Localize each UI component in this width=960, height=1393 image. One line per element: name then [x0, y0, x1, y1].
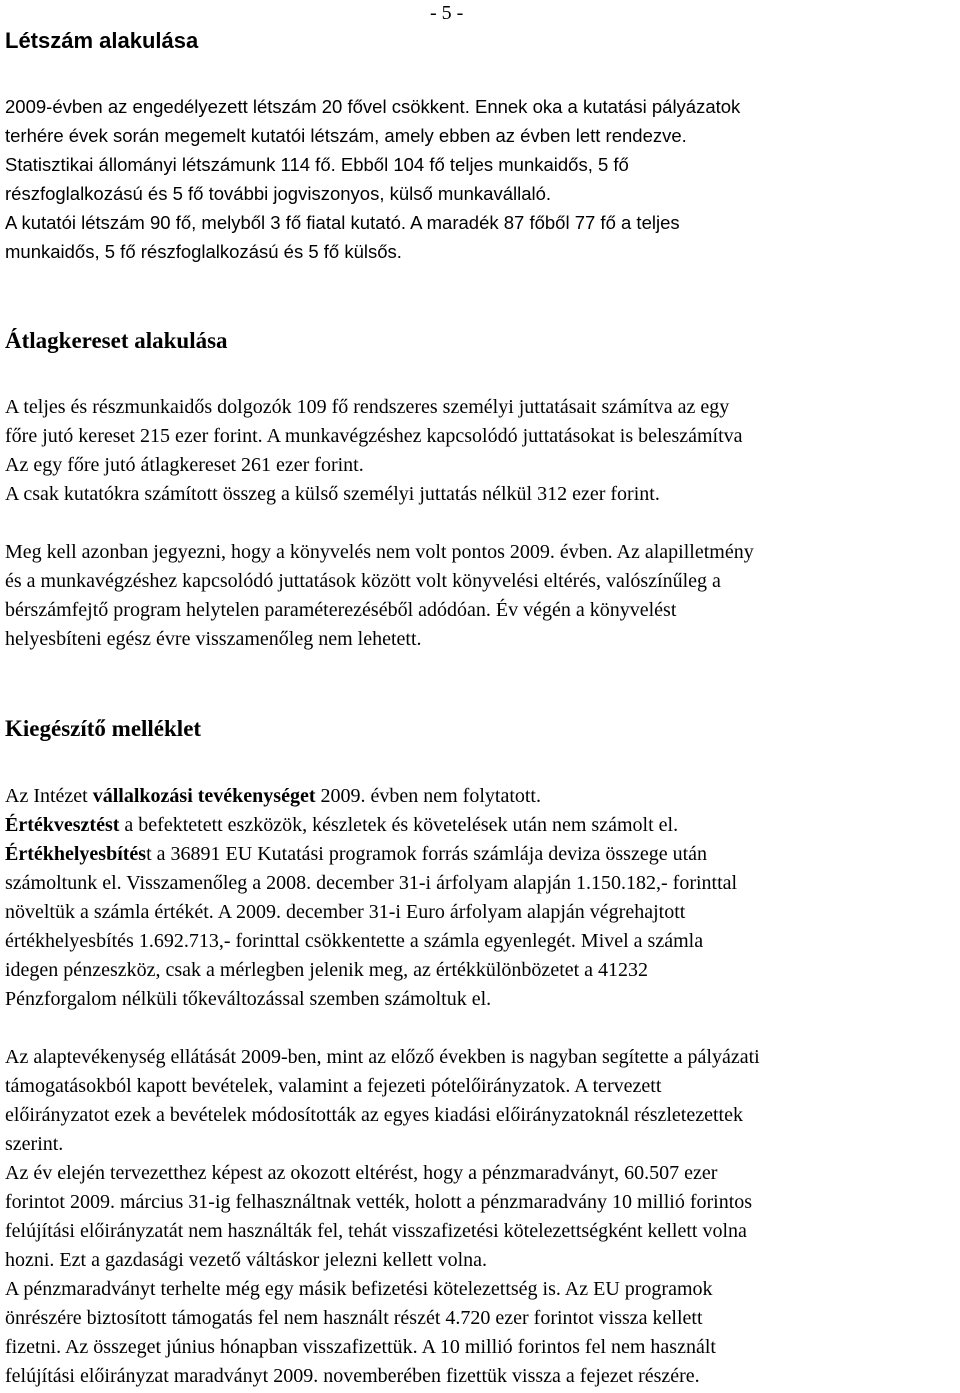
text-line: helyesbíteni egész évre visszamenőleg nem lehetett. — [5, 628, 422, 650]
text-line: hozni. Ezt a gazdasági vezető váltáskor jelezni kellett volna. — [5, 1249, 488, 1271]
text-line: munkaidős, 5 fő részfoglalkozású és 5 fő külsős. — [5, 241, 402, 262]
text-line: főre jutó kereset 215 ezer forint. A munkavégzéshez kapcsolódó juttatásokat is beleszámítva — [5, 425, 743, 447]
bold-term: vállalkozási tevékenységet — [92, 785, 316, 807]
text-line: Pénzforgalom nélküli tőkeváltozással szemben számoltuk el. — [5, 988, 492, 1010]
text-line: bérszámfejtő program helytelen paraméterezéséből adódóan. Év végén a könyvelést — [5, 599, 677, 621]
text-line: támogatásokból kapott bevételek, valamint a fejezeti pótelőirányzatok. A tervezett — [5, 1075, 662, 1097]
bold-term: Értékvesztést — [5, 814, 120, 836]
text-run: 2009. évben nem folytatott. — [315, 785, 541, 807]
paragraph-kiegeszito-1 — [5, 782, 955, 1014]
text-line: előirányzatot ezek a bevételek módosították az egyes kiadási előirányzatoknál részletezettek — [5, 1104, 743, 1126]
text-line: idegen pénzeszköz, csak a mérlegben jelenik meg, az értékkülönbözetet a 41232 — [5, 959, 649, 981]
paragraph-kiegeszito-2 — [5, 1043, 955, 1391]
text-run: t a 36891 EU Kutatási programok forrás számlája deviza összege után — [146, 843, 708, 865]
text-run: Az Intézet — [5, 785, 93, 807]
heading-letszam: Létszám alakulása — [5, 28, 199, 53]
heading-kiegeszito: Kiegészítő melléklet — [5, 716, 202, 741]
paragraph-atlagkereset-1 — [5, 393, 955, 509]
text-line: növeltük a számla értékét. A 2009. december 31-i Euro árfolyam alapján végrehajtott — [5, 901, 686, 923]
text-line: felújítási előirányzatát nem használták fel, tehát visszafizetési kötelezettségként kellett volna — [5, 1220, 747, 1242]
paragraph-letszam-2 — [5, 208, 955, 266]
text-line: részfoglalkozású és 5 fő további jogviszonyos, külső munkavállaló. — [5, 183, 552, 204]
text-line — [5, 840, 955, 869]
paragraph-atlagkereset-2 — [5, 538, 955, 654]
text-line: Az alaptevékenység ellátását 2009-ben, mint az előző években is nagyban segítette a pályázati — [5, 1046, 760, 1068]
text-line: szerint. — [5, 1133, 64, 1155]
text-line: fizetni. Az összeget június hónapban visszafizettük. A 10 millió forintos fel nem használt — [5, 1336, 716, 1358]
text-line: felújítási előirányzat maradványt 2009. novemberében fizettük vissza a fejezet részére. — [5, 1365, 700, 1387]
text-line — [5, 782, 955, 811]
text-line: forintot 2009. március 31-ig felhasználtnak vették, holott a pénzmaradvány 10 millió forintos — [5, 1191, 753, 1213]
text-line: A pénzmaradványt terhelte még egy másik befizetési kötelezettség is. Az EU programok — [5, 1278, 713, 1300]
text-line: és a munkavégzéshez kapcsolódó juttatások között volt könyvelési eltérés, valószínűleg a — [5, 570, 721, 592]
text-line: 2009-évben az engedélyezett létszám 20 fővel csökkent. Ennek oka a kutatási pályázatok — [5, 96, 741, 117]
text-line: A kutatói létszám 90 fő, melyből 3 fő fiatal kutató. A maradék 87 főből 77 fő a teljes — [5, 212, 680, 233]
text-line: Az év elején tervezetthez képest az okozott eltérést, hogy a pénzmaradványt, 60.507 ezer — [5, 1162, 718, 1184]
paragraph-letszam-1 — [5, 92, 955, 208]
text-line: Az egy főre jutó átlagkereset 261 ezer forint. — [5, 454, 364, 476]
text-line: önrészére biztosított támogatás fel nem használt részét 4.720 ezer forintot vissza kellett — [5, 1307, 703, 1329]
heading-atlagkereset: Átlagkereset alakulása — [5, 328, 228, 353]
text-line: terhére évek során megemelt kutatói létszám, amely ebben az évben lett rendezve. — [5, 125, 687, 146]
text-run: a befektetett eszközök, készletek és követelések után nem számolt el. — [119, 814, 679, 836]
bold-term: Értékhelyesbítés — [5, 843, 147, 865]
text-line: A csak kutatókra számított összeg a külső személyi juttatás nélkül 312 ezer forint. — [5, 483, 660, 505]
text-line — [5, 811, 955, 840]
text-line: Statisztikai állományi létszámunk 114 fő. Ebből 104 fő teljes munkaidős, 5 fő — [5, 154, 629, 175]
text-line: Meg kell azonban jegyezni, hogy a könyvelés nem volt pontos 2009. évben. Az alapilletmény — [5, 541, 754, 563]
page-number: - 5 - — [430, 2, 464, 24]
text-line: értékhelyesbítés 1.692.713,- forinttal csökkentette a számla egyenlegét. Mivel a számla — [5, 930, 704, 952]
text-line: számoltunk el. Visszamenőleg a 2008. december 31-i árfolyam alapján 1.150.182,- forinttal — [5, 872, 738, 894]
text-line: A teljes és részmunkaidős dolgozók 109 fő rendszeres személyi juttatásait számítva az egy — [5, 396, 730, 418]
